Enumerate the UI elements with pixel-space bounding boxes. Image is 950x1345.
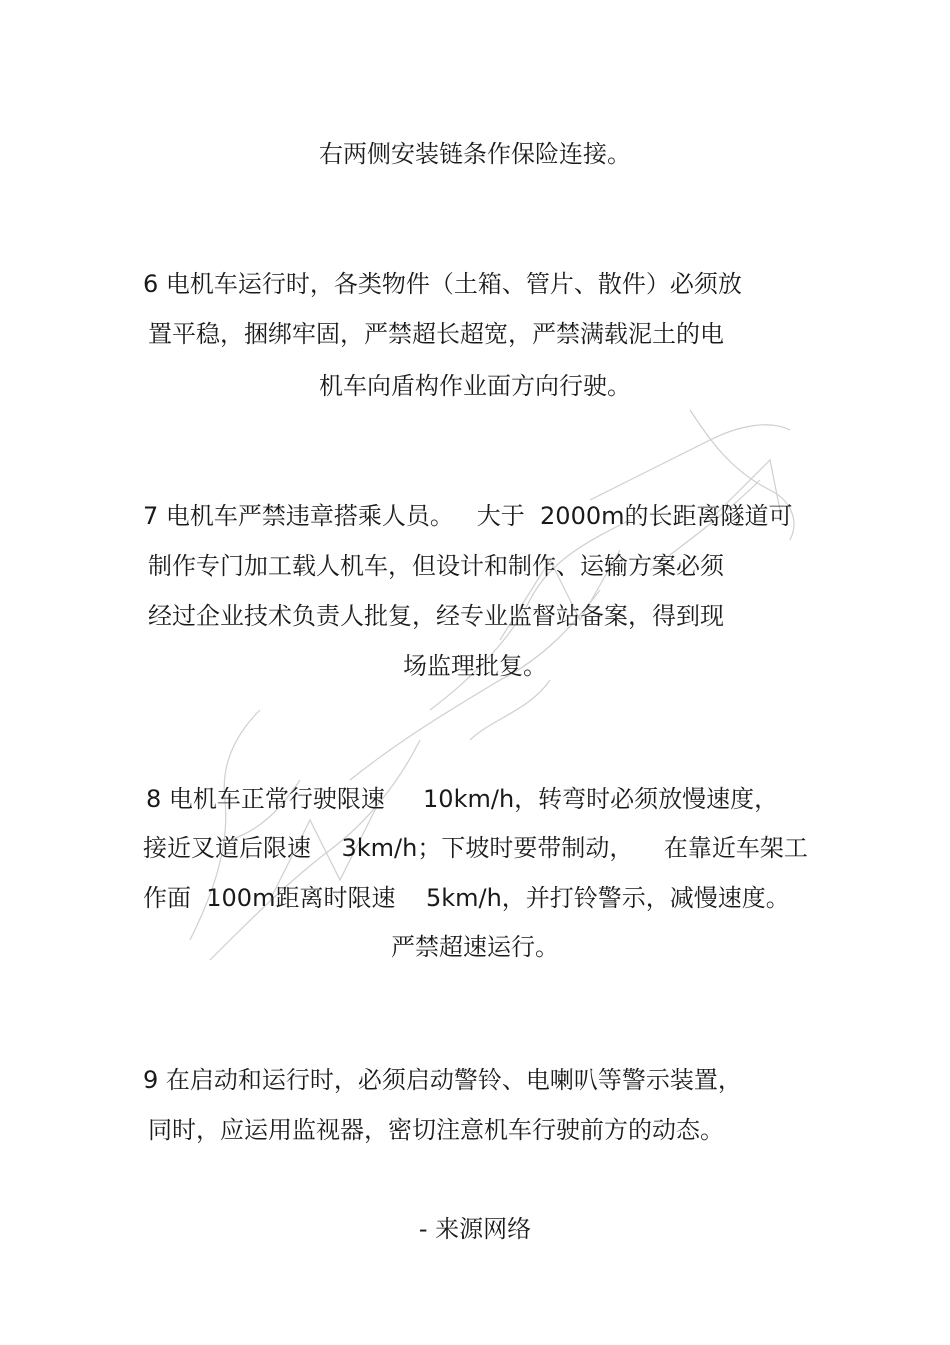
paragraph-line: 场监理批复。 (403, 652, 547, 680)
paragraph-line: 制作专门加工载人机车，但设计和制作、运输方案必须 (148, 552, 724, 580)
paragraph-line: 严禁超速运行。 (391, 933, 559, 961)
paragraph-line: 9 在启动和运行时，必须启动警铃、电喇叭等警示装置， (143, 1066, 742, 1094)
paragraph-line: 右两侧安装链条作保险连接。 (319, 140, 631, 168)
source-footer: - 来源网络 (418, 1215, 532, 1243)
paragraph-line: 7 电机车严禁违章搭乘人员。 大于 2000m的长距离隧道可 (143, 502, 793, 530)
paragraph-line: 接近叉道后限速 3km/h；下坡时要带制动， 在靠近车架工 (143, 834, 808, 862)
paragraph-line: 机车向盾构作业面方向行驶。 (319, 372, 631, 400)
paragraph-line: 同时，应运用监视器，密切注意机车行驶前方的动态。 (148, 1116, 724, 1144)
paragraph-line: 经过企业技术负责人批复，经专业监督站备案，得到现 (148, 602, 724, 630)
paragraph-line: 置平稳，捆绑牢固，严禁超长超宽，严禁满载泥土的电 (148, 320, 724, 348)
paragraph-line: 作面 100m距离时限速 5km/h，并打铃警示，减慢速度。 (143, 884, 790, 912)
paragraph-line: 8 电机车正常行驶限速 10km/h，转弯时必须放慢速度， (146, 785, 779, 813)
paragraph-line: 6 电机车运行时，各类物件（土箱、管片、散件）必须放 (143, 270, 742, 298)
